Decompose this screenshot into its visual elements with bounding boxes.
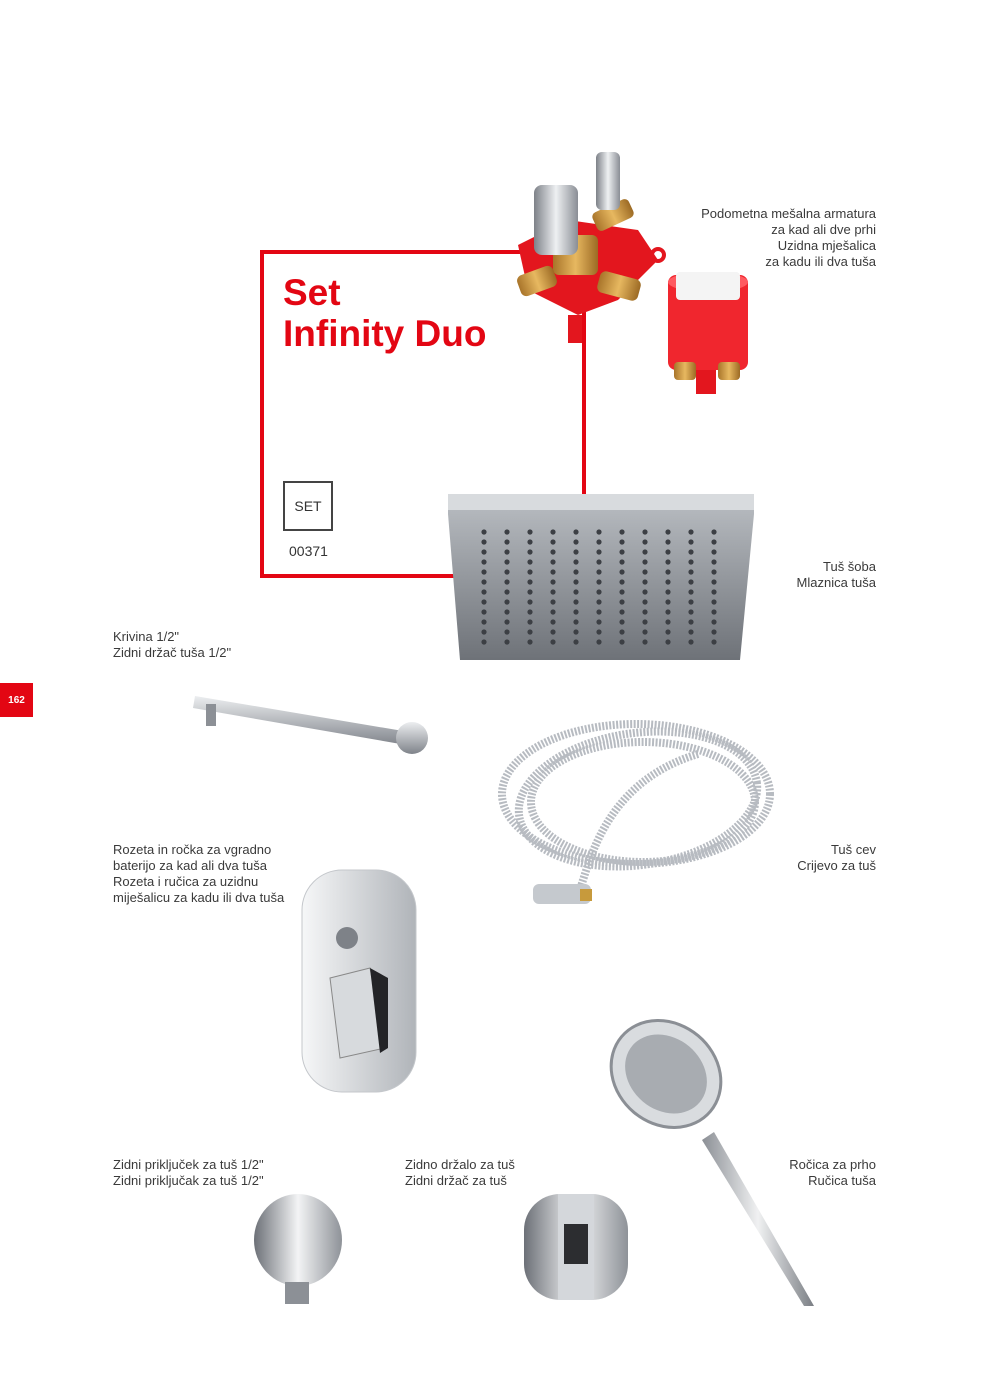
nozzle-dot xyxy=(573,639,578,644)
nozzle-dot xyxy=(642,559,647,564)
nozzle-dot xyxy=(642,619,647,624)
nozzle-dot xyxy=(481,589,486,594)
shower-head-image xyxy=(448,494,756,662)
nozzle-dot xyxy=(596,559,601,564)
nozzle-dot xyxy=(527,529,532,534)
nozzle-dot xyxy=(527,569,532,574)
nozzle-dot xyxy=(504,639,509,644)
nozzle-dot xyxy=(688,589,693,594)
nozzle-dot xyxy=(642,569,647,574)
caption-hand-shower: Ročica za prho Ručica tuša xyxy=(789,1157,876,1188)
nozzle-dot xyxy=(504,569,509,574)
nozzle-dot xyxy=(665,539,670,544)
nozzle-dot xyxy=(688,579,693,584)
nozzle-dot xyxy=(619,589,624,594)
nozzle-dot xyxy=(619,539,624,544)
nozzle-dot xyxy=(665,639,670,644)
nozzle-dot xyxy=(665,569,670,574)
caption-shower-head: Tuš šoba Mlaznica tuša xyxy=(796,559,876,590)
nozzle-dot xyxy=(504,589,509,594)
caption-hose: Tuš cev Crijevo za tuš xyxy=(797,842,876,873)
set-title-line2: Infinity Duo xyxy=(283,313,487,354)
hand-shower-image xyxy=(604,1012,816,1308)
nozzle-dot xyxy=(527,609,532,614)
nozzle-dot xyxy=(504,629,509,634)
nozzle-dot xyxy=(504,619,509,624)
nozzle-dot xyxy=(642,599,647,604)
nozzle-dot xyxy=(527,619,532,624)
set-title-line1: Set xyxy=(283,272,341,313)
rosette-image xyxy=(300,868,418,1096)
nozzle-dot xyxy=(642,629,647,634)
nozzle-dot xyxy=(481,619,486,624)
set-title xyxy=(283,272,486,354)
nozzle-dot xyxy=(550,559,555,564)
nozzle-dot xyxy=(619,579,624,584)
nozzle-dot xyxy=(688,639,693,644)
nozzle-dot xyxy=(481,569,486,574)
nozzle-dot xyxy=(711,579,716,584)
caption-arm: Krivina 1/2" Zidni držač tuša 1/2" xyxy=(113,629,232,660)
nozzle-dot xyxy=(550,529,555,534)
nozzle-dot xyxy=(642,589,647,594)
nozzle-dot xyxy=(596,619,601,624)
set-badge: SET xyxy=(283,481,333,531)
nozzle-dot xyxy=(642,639,647,644)
nozzle-dot xyxy=(596,639,601,644)
nozzle-dot xyxy=(665,599,670,604)
nozzle-dot xyxy=(665,579,670,584)
nozzle-dot xyxy=(619,619,624,624)
nozzle-dot xyxy=(688,629,693,634)
nozzle-dot xyxy=(665,589,670,594)
nozzle-dot xyxy=(481,539,486,544)
nozzle-dot xyxy=(619,609,624,614)
nozzle-dot xyxy=(642,549,647,554)
nozzle-dot xyxy=(504,609,509,614)
nozzle-dot xyxy=(481,609,486,614)
nozzle-dot xyxy=(711,599,716,604)
nozzle-dot xyxy=(711,569,716,574)
nozzle-dot xyxy=(504,549,509,554)
nozzle-dot xyxy=(619,569,624,574)
nozzle-dot xyxy=(711,629,716,634)
nozzle-dot xyxy=(527,599,532,604)
nozzle-dot xyxy=(688,599,693,604)
nozzle-dot xyxy=(642,539,647,544)
caption-holder: Zidno držalo za tuš Zidni držač za tuš xyxy=(405,1157,515,1188)
nozzle-dot xyxy=(688,549,693,554)
nozzle-dot xyxy=(596,589,601,594)
hose-image xyxy=(498,714,780,920)
nozzle-dot xyxy=(573,539,578,544)
nozzle-dot xyxy=(504,559,509,564)
nozzle-dot xyxy=(550,609,555,614)
nozzle-dot xyxy=(619,599,624,604)
nozzle-dot xyxy=(504,529,509,534)
nozzle-dot xyxy=(665,609,670,614)
nozzle-dot xyxy=(596,539,601,544)
nozzle-dot xyxy=(596,569,601,574)
nozzle-dot xyxy=(527,539,532,544)
nozzle-dot xyxy=(550,619,555,624)
nozzle-dot xyxy=(481,579,486,584)
nozzle-dot xyxy=(550,549,555,554)
nozzle-dot xyxy=(688,529,693,534)
nozzle-dot xyxy=(711,639,716,644)
nozzle-dot xyxy=(527,639,532,644)
nozzle-dot xyxy=(711,559,716,564)
nozzle-dot xyxy=(596,549,601,554)
nozzle-dot xyxy=(711,609,716,614)
nozzle-dot xyxy=(481,639,486,644)
nozzle-dot xyxy=(504,579,509,584)
page-number: 162 xyxy=(0,683,33,717)
nozzle-dot xyxy=(619,639,624,644)
shower-arm-image xyxy=(190,688,435,760)
nozzle-dot xyxy=(573,549,578,554)
nozzle-dot xyxy=(619,529,624,534)
nozzle-dot xyxy=(619,559,624,564)
nozzle-dot xyxy=(596,609,601,614)
nozzle-dot xyxy=(527,549,532,554)
nozzle-dot xyxy=(619,549,624,554)
nozzle-dot xyxy=(481,629,486,634)
nozzle-dot xyxy=(573,599,578,604)
nozzle-dot xyxy=(596,629,601,634)
nozzle-dot xyxy=(665,529,670,534)
nozzle-dot xyxy=(481,599,486,604)
nozzle-dot xyxy=(504,539,509,544)
nozzle-dot xyxy=(642,609,647,614)
caption-rosette: Rozeta in ročka za vgradno baterijo za kad ali dva tuša Rozeta i ručica za uzidnu miješalicu za kadu ili dva tuša xyxy=(113,842,285,905)
nozzle-dot xyxy=(711,589,716,594)
nozzle-dot xyxy=(573,619,578,624)
nozzle-dot xyxy=(481,549,486,554)
nozzle-dot xyxy=(688,619,693,624)
nozzle-dot xyxy=(550,539,555,544)
nozzle-dot xyxy=(481,529,486,534)
nozzle-dot xyxy=(665,619,670,624)
nozzle-dot xyxy=(573,569,578,574)
nozzle-dot xyxy=(688,609,693,614)
nozzle-dot xyxy=(711,529,716,534)
mixer-body-image xyxy=(498,150,668,345)
nozzle-dot xyxy=(573,579,578,584)
nozzle-dot xyxy=(619,629,624,634)
nozzle-dot xyxy=(573,609,578,614)
nozzle-dot xyxy=(527,629,532,634)
nozzle-dot xyxy=(711,549,716,554)
nozzle-dot xyxy=(550,569,555,574)
nozzle-dot xyxy=(550,579,555,584)
nozzle-dot xyxy=(550,589,555,594)
nozzle-dot xyxy=(596,579,601,584)
nozzle-dot xyxy=(573,629,578,634)
nozzle-dot xyxy=(642,529,647,534)
nozzle-dot xyxy=(665,629,670,634)
wall-outlet-image xyxy=(252,1194,344,1306)
nozzle-dot xyxy=(688,539,693,544)
set-code: 00371 xyxy=(289,543,328,559)
nozzle-dot xyxy=(527,579,532,584)
nozzle-dot xyxy=(504,599,509,604)
mixer-box-image xyxy=(656,270,761,395)
nozzle-dot xyxy=(711,539,716,544)
nozzle-dot xyxy=(550,639,555,644)
nozzle-dot xyxy=(665,559,670,564)
nozzle-dot xyxy=(596,529,601,534)
nozzle-dot xyxy=(573,589,578,594)
nozzle-dot xyxy=(550,629,555,634)
nozzle-dot xyxy=(688,559,693,564)
nozzle-dot xyxy=(550,599,555,604)
nozzle-dot xyxy=(527,589,532,594)
caption-wall-outlet: Zidni priključek za tuš 1/2" Zidni priključak za tuš 1/2" xyxy=(113,1157,264,1188)
nozzle-dot xyxy=(688,569,693,574)
nozzle-dot xyxy=(665,549,670,554)
nozzle-dot xyxy=(573,529,578,534)
nozzle-dot xyxy=(573,559,578,564)
nozzle-dot xyxy=(481,559,486,564)
nozzle-dot xyxy=(711,619,716,624)
nozzle-dot xyxy=(596,599,601,604)
nozzle-dot xyxy=(527,559,532,564)
nozzle-dot xyxy=(642,579,647,584)
caption-mixer: Podometna mešalna armatura za kad ali dve prhi Uzidna mješalica za kadu ili dva tuša xyxy=(701,206,876,269)
